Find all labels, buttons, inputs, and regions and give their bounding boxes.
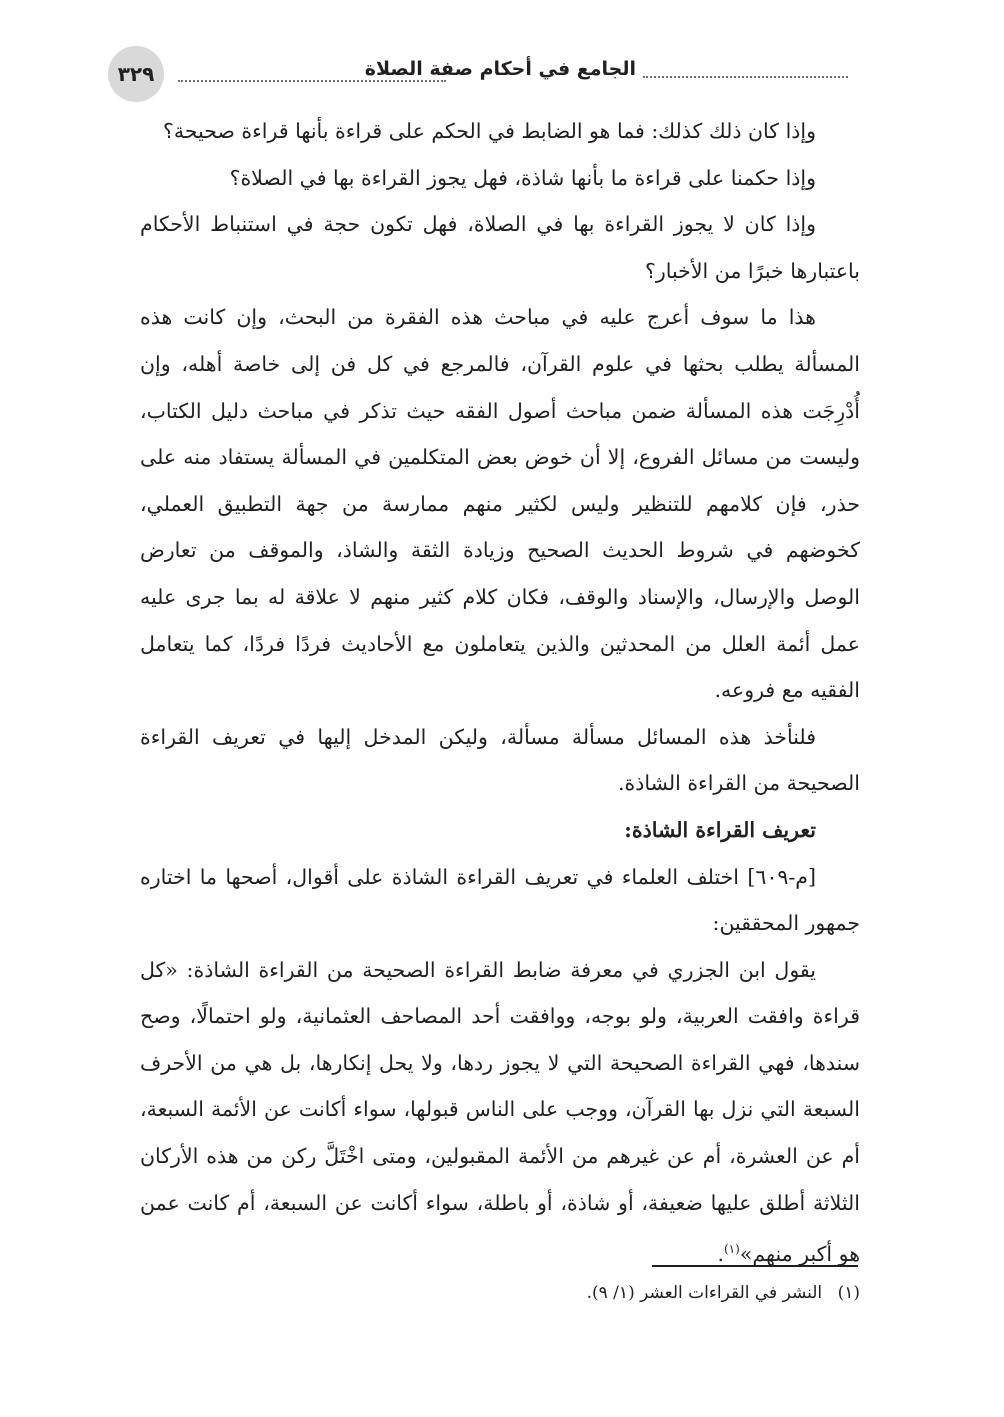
book-title: الجامع في أحكام صفة الصلاة	[364, 58, 636, 80]
footnote	[140, 1278, 860, 1308]
footnote-text: النشر في القراءات العشر (١/ ٩).	[586, 1283, 823, 1303]
body-text	[140, 108, 860, 1278]
section-heading: تعريف القراءة الشاذة:	[624, 817, 816, 842]
paragraph: وإذا كان لا يجوز القراءة بها في الصلاة، فهل تكون حجة في استنباط الأحكام باعتبارها خبرًا من الأخبار؟	[140, 212, 860, 283]
footnote-separator	[652, 1265, 858, 1267]
paragraph: هذا ما سوف أعرج عليه في مباحث هذه الفقرة من البحث، وإن كانت هذه المسألة يطلب بحثها في علوم القرآن، فالمرجع في كل فن إلى خاصة أهله، وإن أُدْرِجَت هذه المسألة ضمن مباحث أصول الفقه حيث تذكر في مباحث دليل الكتاب، وليست من مسائل الفروع، إلا أن خوض بعض المتكلمين في المسألة يستفاد منه على حذر، فإن كلامهم للتنظير وليس لكثير منهم ممارسة من جهة التطبيق العملي، كخوضهم في شروط الحديث الصحيح وزيادة الثقة والشاذ، والموقف من تعارض الوصل والإرسال، والإسناد والوقف، فكان كلام كثير منهم لا علاقة له بما جرى عليه عمل أئمة العلل من المحدثين والذين يتعاملون مع الأحاديث فردًا فردًا، كما يتعامل الفقيه مع فروعه.	[140, 305, 860, 703]
paragraph: فلنأخذ هذه المسائل مسألة مسألة، وليكن المدخل إليها في تعريف القراءة الصحيحة من القراءة الشاذة.	[140, 724, 860, 796]
quote-text: يقول ابن الجزري في معرفة ضابط القراءة الصحيحة من القراءة الشاذة: «كل قراءة وافقت العربية، ولو بوجه، ووافقت أحد المصاحف العثمانية، ولو احتمالًا، وصح سندها، فهي القراءة الصحيحة التي لا يجوز ردها، ولا يحل إنكارها، بل هي من الأحرف السبعة التي نزل بها القرآن، ووجب على الناس قبولها، سواء أكانت عن الأئمة السبعة، أم عن العشرة، أم عن غيرهم من الأئمة المقبولين، ومتى اخْتَلَّ ركن من هذه الأركان الثلاثة أطلق عليها ضعيفة، أو شاذة، أو باطلة، سواء أكانت عن السبعة، أم كانت عمن هو أكبر منهم»	[140, 957, 860, 1267]
footnote-reference[interactable]: (١)	[723, 1242, 740, 1257]
footnote-marker: (١)	[837, 1283, 860, 1303]
page-number: ٣٢٩	[108, 46, 164, 102]
paragraph	[140, 947, 860, 1278]
page-header	[108, 46, 848, 102]
header-dotted-rule-right	[643, 76, 848, 78]
paragraph: [م-٦٠٩] اختلف العلماء في تعريف القراءة الشاذة على أقوال، أصحها ما اختاره جمهور المحققين:	[140, 864, 860, 936]
paragraph: وإذا حكمنا على قراءة ما بأنها شاذة، فهل يجوز القراءة بها في الصلاة؟	[229, 165, 816, 190]
paragraph: وإذا كان ذلك كذلك: فما هو الضابط في الحكم على قراءة بأنها قراءة صحيحة؟	[162, 119, 816, 143]
header-dotted-rule-left	[178, 80, 446, 82]
sentence-end: .	[717, 1242, 724, 1267]
